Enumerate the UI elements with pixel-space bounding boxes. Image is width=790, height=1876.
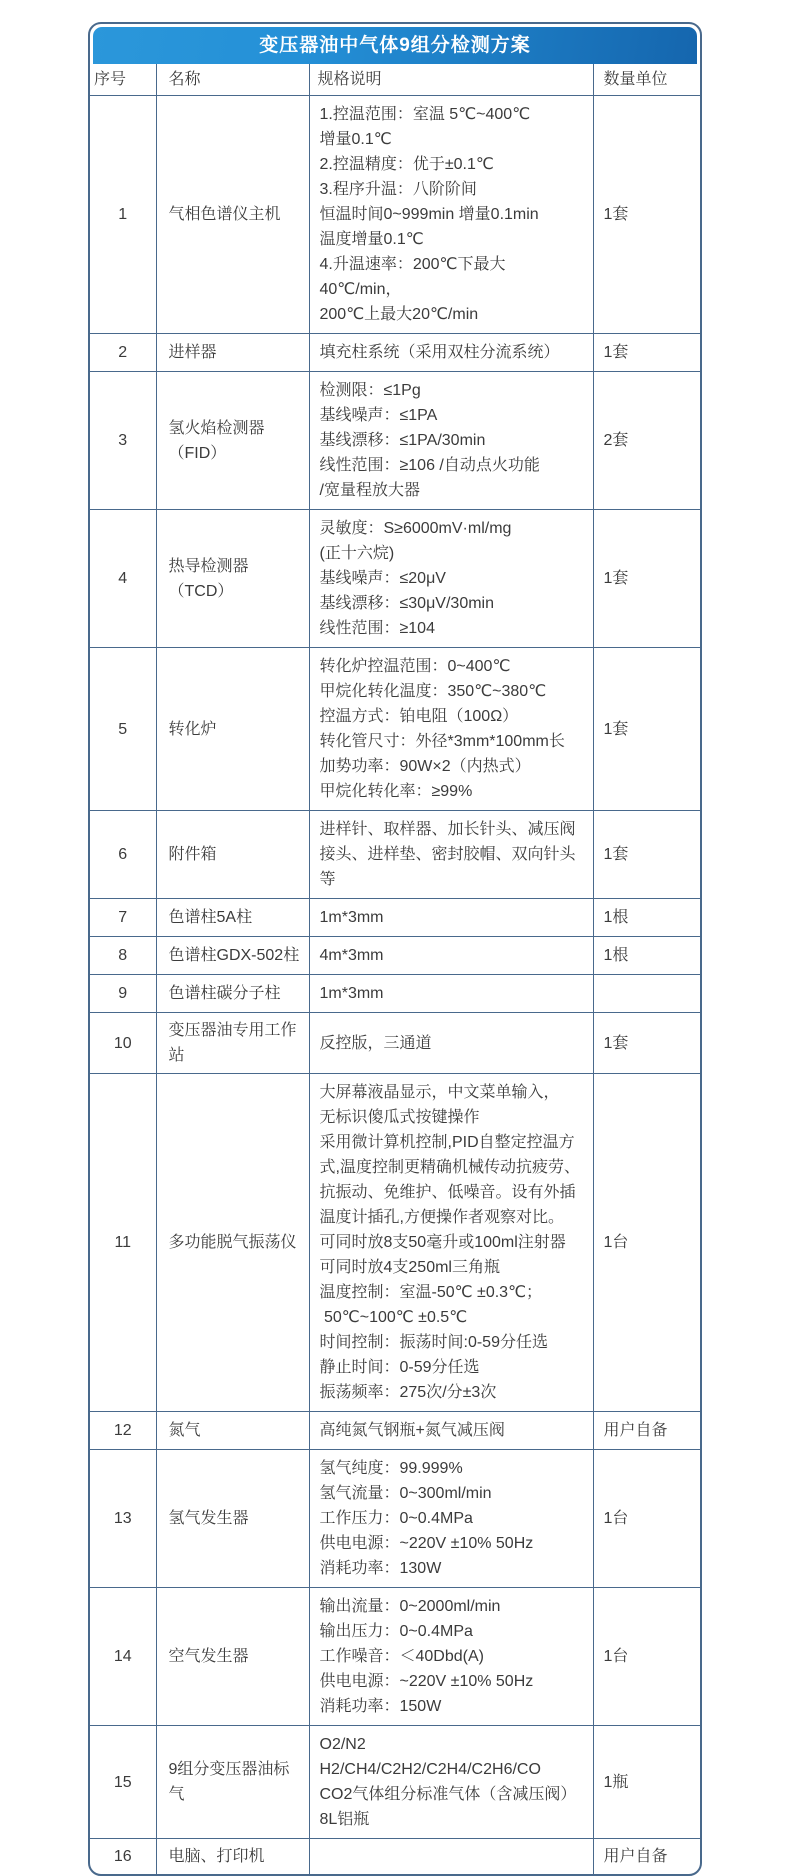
spec-line: 2.控温精度：优于±0.1℃ [319, 156, 494, 173]
table-row [90, 648, 702, 811]
quantity-cell: 1瓶 [593, 1726, 702, 1839]
spec-line: 供电电源：~220V ±10% 50Hz [319, 1673, 534, 1690]
page-title: 变压器油中气体9组分检测方案 [93, 27, 697, 64]
spec-line: 振荡频率：275次/分±3次 [319, 1384, 497, 1401]
row-number-cell: 16 [90, 1839, 156, 1875]
table-row [90, 1839, 702, 1875]
spec-line: 线性范围：≥106 /自动点火功能 [319, 457, 540, 474]
table-row [90, 1013, 702, 1074]
spec-cell [309, 648, 593, 811]
row-number-cell: 6 [90, 811, 156, 899]
spec-line: 线性范围：≥104 [319, 620, 435, 637]
spec-cell [309, 1726, 593, 1839]
spec-cell [309, 899, 593, 937]
item-name-cell: 氢气发生器 [156, 1450, 309, 1588]
table-row [90, 1074, 702, 1412]
col-header-spec: 规格说明 [309, 64, 593, 96]
quantity-cell: 1套 [593, 1013, 702, 1074]
spec-line: 氢气流量：0~300ml/min [319, 1485, 492, 1502]
table-row [90, 1588, 702, 1726]
spec-line: 加势功率：90W×2（内热式） [319, 758, 531, 775]
spec-line: 消耗功率：150W [319, 1698, 442, 1715]
spec-line: 高纯氮气钢瓶+氮气减压阀 [319, 1422, 505, 1439]
item-name-cell: 变压器油专用工作站 [156, 1013, 309, 1074]
table-row [90, 1412, 702, 1450]
quantity-cell: 1套 [593, 510, 702, 648]
item-name-cell: 氮气 [156, 1412, 309, 1450]
spec-line: 供电电源：~220V ±10% 50Hz [319, 1535, 534, 1552]
quantity-cell: 1根 [593, 937, 702, 975]
spec-line: 温度控制：室温-50℃ ±0.3℃； [319, 1284, 543, 1301]
row-number-cell: 1 [90, 96, 156, 334]
quantity-cell: 用户自备 [593, 1412, 702, 1450]
col-header-name: 名称 [156, 64, 309, 96]
spec-line: 基线漂移：≤30μV/30min [319, 595, 494, 612]
spec-line: 4m*3mm [319, 947, 384, 964]
quantity-cell: 1台 [593, 1450, 702, 1588]
spec-line: 灵敏度：S≥6000mV·ml/mg [319, 520, 512, 537]
spec-cell [309, 1588, 593, 1726]
table-row [90, 811, 702, 899]
table-row [90, 937, 702, 975]
row-number-cell: 11 [90, 1074, 156, 1412]
item-name-cell: 色谱柱5A柱 [156, 899, 309, 937]
spec-line: 静止时间：0-59分任选 [319, 1359, 480, 1376]
spec-cell [309, 1013, 593, 1074]
spec-line: CO2气体组分标准气体（含减压阀） [319, 1786, 577, 1803]
spec-line: 基线噪声：≤20μV [319, 570, 446, 587]
spec-line: (正十六烷) [319, 545, 395, 562]
col-header-no: 序号 [90, 64, 156, 96]
spec-line: 甲烷化转化率：≥99% [319, 783, 473, 800]
table-row [90, 510, 702, 648]
spec-line: 转化炉控温范围：0~400℃ [319, 658, 511, 675]
spec-cell [309, 937, 593, 975]
table-row [90, 96, 702, 334]
item-name-cell: 转化炉 [156, 648, 309, 811]
spec-line: 温度增量0.1℃ [319, 231, 424, 248]
quantity-cell: 2套 [593, 372, 702, 510]
item-name-cell: 空气发生器 [156, 1588, 309, 1726]
col-header-qty: 数量单位 [593, 64, 702, 96]
table-row [90, 1726, 702, 1839]
spec-line: 输出流量：0~2000ml/min [319, 1598, 501, 1615]
quantity-cell: 1根 [593, 899, 702, 937]
spec-line: 温度计插孔,方便操作者观察对比。 [319, 1209, 564, 1226]
spec-line: 抗振动、免维护、低噪音。设有外插 [319, 1184, 576, 1201]
spec-line: 无标识傻瓜式按键操作 [319, 1109, 480, 1126]
spec-line: 工作噪音：＜40Dbd(A) [319, 1648, 484, 1665]
spec-line: 增量0.1℃ [319, 131, 392, 148]
table-row [90, 372, 702, 510]
spec-table-body [90, 96, 702, 1875]
quantity-cell: 1套 [593, 811, 702, 899]
spec-line: 输出压力：0~0.4MPa [319, 1623, 473, 1640]
spec-line: 恒温时间0~999min 增量0.1min [319, 206, 539, 223]
row-number-cell: 8 [90, 937, 156, 975]
spec-line: 基线噪声：≤1PA [319, 407, 438, 424]
quantity-cell: 1套 [593, 334, 702, 372]
spec-cell [309, 1412, 593, 1450]
quantity-cell: 1套 [593, 648, 702, 811]
spec-line: 控温方式：铂电阻（100Ω） [319, 708, 519, 725]
spec-line: 可同时放8支50毫升或100ml注射器 [319, 1234, 566, 1251]
spec-line: 填充柱系统（采用双柱分流系统） [319, 344, 560, 361]
spec-cell [309, 975, 593, 1013]
row-number-cell: 14 [90, 1588, 156, 1726]
spec-cell [309, 811, 593, 899]
spec-sheet [88, 22, 702, 1876]
item-name-cell: 多功能脱气振荡仪 [156, 1074, 309, 1412]
item-name-cell: 9组分变压器油标气 [156, 1726, 309, 1839]
row-number-cell: 4 [90, 510, 156, 648]
quantity-cell: 用户自备 [593, 1839, 702, 1875]
quantity-cell: 1台 [593, 1588, 702, 1726]
spec-line: 1m*3mm [319, 909, 384, 926]
spec-line: 检测限：≤1Pg [319, 382, 421, 399]
spec-line: 1m*3mm [319, 985, 384, 1002]
spec-line: /宽量程放大器 [319, 482, 420, 499]
row-number-cell: 9 [90, 975, 156, 1013]
spec-line: 氢气纯度：99.999% [319, 1460, 463, 1477]
spec-line: 200℃上最大20℃/min [319, 306, 479, 323]
row-number-cell: 10 [90, 1013, 156, 1074]
spec-line: 甲烷化转化温度：350℃~380℃ [319, 683, 547, 700]
spec-line: 4.升温速率：200℃下最大40℃/min， [319, 256, 506, 298]
quantity-cell: 1台 [593, 1074, 702, 1412]
item-name-cell: 色谱柱GDX-502柱 [156, 937, 309, 975]
spec-line: 可同时放4支250ml三角瓶 [319, 1259, 500, 1276]
spec-cell [309, 1450, 593, 1588]
page [0, 22, 790, 1876]
spec-line: 反控版，三通道 [319, 1034, 432, 1052]
spec-line: 进样针、取样器、加长针头、减压阀接头、进样垫、密封胶帽、双向针头等 [319, 821, 576, 888]
table-row [90, 1450, 702, 1588]
spec-line: 1.控温范围：室温 5℃~400℃ [319, 106, 531, 123]
row-number-cell: 15 [90, 1726, 156, 1839]
spec-line: 基线漂移：≤1PA/30min [319, 432, 486, 449]
row-number-cell: 12 [90, 1412, 156, 1450]
table-row [90, 899, 702, 937]
item-name-cell: 氢火焰检测器（FID） [156, 372, 309, 510]
quantity-cell [593, 975, 702, 1013]
row-number-cell: 5 [90, 648, 156, 811]
header-row [90, 64, 702, 96]
spec-line: 3.程序升温：八阶阶间 [319, 181, 477, 198]
spec-line: 式,温度控制更精确机械传动抗疲劳、 [319, 1159, 580, 1176]
spec-line: 工作压力：0~0.4MPa [319, 1510, 473, 1527]
spec-line: 转化管尺寸：外径*3mm*100mm长 [319, 733, 565, 750]
spec-line: 时间控制：振荡时间:0-59分任选 [319, 1334, 548, 1351]
table-row [90, 334, 702, 372]
spec-cell [309, 1074, 593, 1412]
spec-line: 8L铝瓶 [319, 1811, 370, 1828]
spec-table-header [90, 64, 702, 96]
row-number-cell: 3 [90, 372, 156, 510]
row-number-cell: 7 [90, 899, 156, 937]
spec-cell [309, 372, 593, 510]
spec-line: 大屏幕液晶显示，中文菜单输入， [319, 1084, 560, 1101]
row-number-cell: 13 [90, 1450, 156, 1588]
spec-line: O2/N2 H2/CH4/C2H2/C2H4/C2H6/CO [319, 1736, 541, 1778]
table-row [90, 975, 702, 1013]
item-name-cell: 附件箱 [156, 811, 309, 899]
spec-line: 消耗功率：130W [319, 1560, 442, 1577]
item-name-cell: 热导检测器（TCD） [156, 510, 309, 648]
spec-cell [309, 334, 593, 372]
spec-line: 50℃~100℃ ±0.5℃ [319, 1309, 468, 1326]
spec-cell [309, 1839, 593, 1875]
spec-cell [309, 510, 593, 648]
spec-table [90, 64, 702, 1874]
item-name-cell: 色谱柱碳分子柱 [156, 975, 309, 1013]
spec-cell [309, 96, 593, 334]
item-name-cell: 气相色谱仪主机 [156, 96, 309, 334]
quantity-cell: 1套 [593, 96, 702, 334]
row-number-cell: 2 [90, 334, 156, 372]
item-name-cell: 进样器 [156, 334, 309, 372]
spec-line: 采用微计算机控制,PID自整定控温方 [319, 1134, 575, 1151]
item-name-cell: 电脑、打印机 [156, 1839, 309, 1875]
